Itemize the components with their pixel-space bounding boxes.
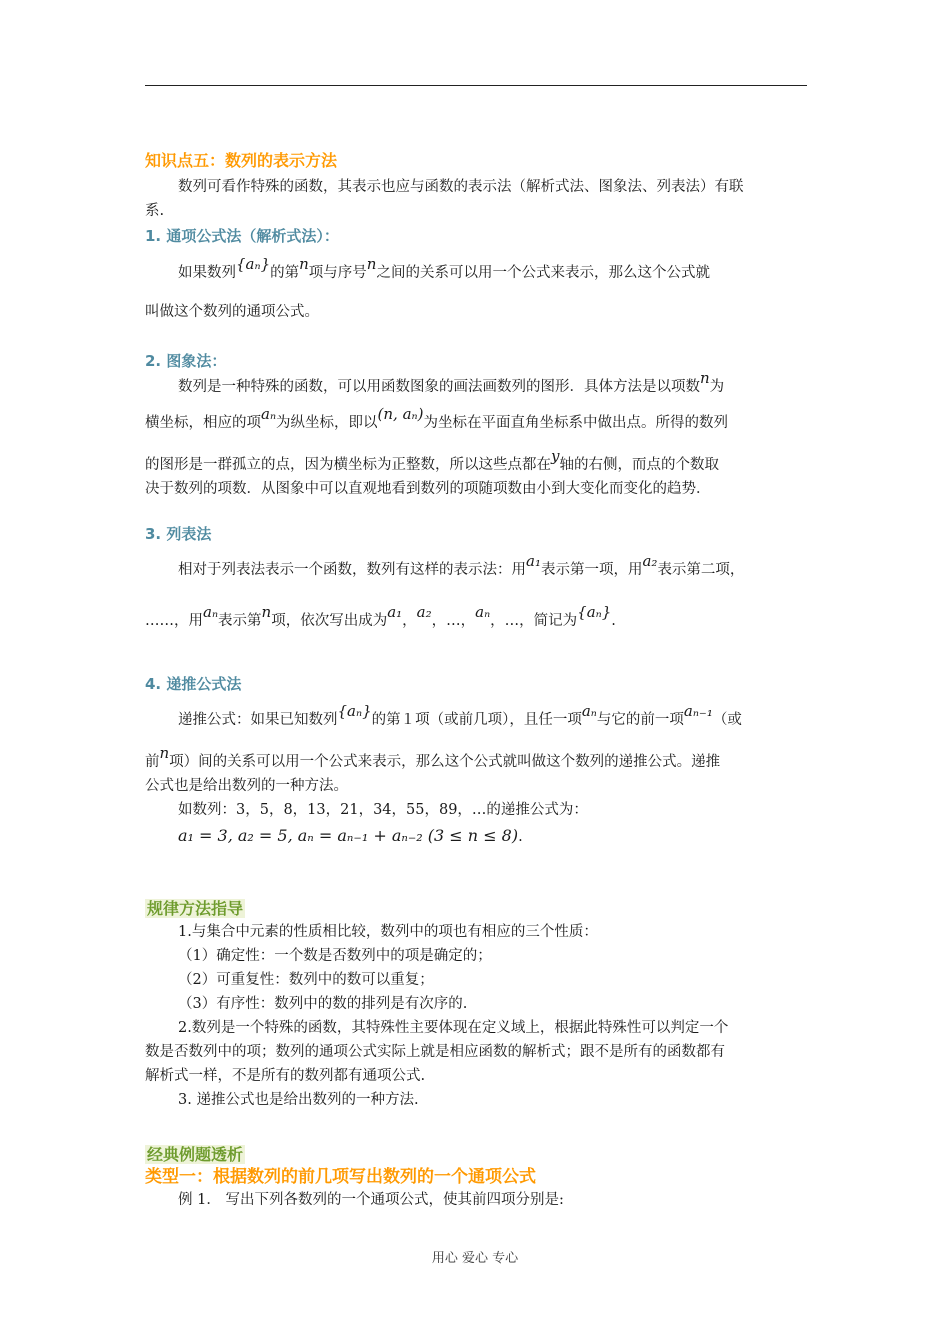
math-a1: a₁ xyxy=(526,552,541,570)
guide-point-2-line-2: 数是否数列中的项；数列的通项公式实际上就是相应函数的解析式；跟不是所有的函数都有 xyxy=(145,1044,725,1060)
guide-point-2-line-1: 2.数列是一个特殊的函数，其特殊性主要体现在定义域上，根据此特殊性可以判定一个 xyxy=(178,1020,729,1036)
graph-line-1: 数列是一种特殊的函数，可以用函数图象的画法画数列的图形．具体方法是以项数n为 xyxy=(178,369,725,395)
recursive-line-1: 递推公式：如果已知数列{aₙ}的第１项（或前几项），且任一项aₙ与它的前一项aₙ₋₁（或 xyxy=(178,702,742,728)
formula-line-2: 叫做这个数列的通项公式。 xyxy=(145,304,319,320)
math-n: n xyxy=(299,255,309,273)
recursive-formula-line: a₁ = 3, a₂ = 5, aₙ = aₙ₋₁ + aₙ₋₂ (3 ≤ n ≤ 8). xyxy=(178,826,523,845)
guide-item-2: （2）可重复性：数列中的数可以重复； xyxy=(178,972,434,988)
math-point: (n, aₙ) xyxy=(377,405,424,423)
graph-line-3: 的图形是一群孤立的点，因为横坐标为正整数，所以这些点都在y轴的右侧，而点的个数取 xyxy=(145,447,719,473)
math-an: aₙ xyxy=(261,405,277,423)
math-n: n xyxy=(261,603,272,621)
graph-line-2: 横坐标，相应的项aₙ为纵坐标，即以(n, aₙ)为坐标在平面直角坐标系中做出点。所得的数列 xyxy=(145,405,728,431)
subsection-title-table: 3. 列表法 xyxy=(145,525,212,543)
subsection-title-graph: 2. 图象法： xyxy=(145,352,227,370)
math-an-minus-1: aₙ₋₁ xyxy=(683,702,713,720)
table-line-2: ……，用aₙ表示第n项，依次写出成为a₁，a₂，…，aₙ，…，简记为{aₙ}. xyxy=(145,603,616,629)
recursive-formula: a₁ = 3, a₂ = 5, aₙ = aₙ₋₁ + aₙ₋₂ (3 ≤ n ≤ 8) xyxy=(178,826,519,845)
header-rule xyxy=(145,85,807,86)
recursive-line-2: 前n项）间的关系可以用一个公式来表示，那么这个公式就叫做这个数列的递推公式。递推 xyxy=(145,744,721,770)
type-one-title: 类型一：根据数列的前几项写出数列的一个通项公式 xyxy=(145,1167,536,1187)
guide-item-3: （3）有序性：数列中的数的排列是有次序的. xyxy=(178,996,468,1012)
intro-line-2: 系. xyxy=(145,203,165,219)
subsection-title-formula: 1. 通项公式法（解析式法）： xyxy=(145,227,339,245)
math-n: n xyxy=(700,369,710,387)
math-an: aₙ xyxy=(581,702,597,720)
recursive-method-paragraph xyxy=(145,702,807,851)
guide-title: 规律方法指导 xyxy=(147,899,244,918)
section-title: 知识点五：数列的表示方法 xyxy=(145,151,338,170)
examples-section xyxy=(145,1144,807,1212)
guide-point-1: 1.与集合中元素的性质相比较，数列中的项也有相应的三个性质： xyxy=(178,924,598,940)
section-intro xyxy=(145,175,807,223)
math-an-set: {aₙ} xyxy=(236,255,271,273)
math-an: aₙ xyxy=(203,603,219,621)
recursive-example: 如数列：3，5，8，13，21，34，55，89，…的递推公式为： xyxy=(178,802,588,818)
page-footer: 用心 爱心 专心 xyxy=(431,1251,519,1266)
math-n: n xyxy=(159,744,170,762)
guide-point-3: 3. 递推公式也是给出数列的一种方法. xyxy=(178,1092,419,1108)
math-an-set: {aₙ} xyxy=(577,603,612,621)
formula-line-1: 如果数列{aₙ}的第n项与序号n之间的关系可以用一个公式来表示，那么这个公式就 xyxy=(178,255,710,281)
math-y: y xyxy=(551,447,560,465)
formula-method-paragraph xyxy=(145,255,807,324)
guide-point-2-line-3: 解析式一样，不是所有的数列都有通项公式. xyxy=(145,1068,426,1084)
math-an-set: {aₙ} xyxy=(337,702,372,720)
math-n: n xyxy=(366,255,377,273)
math-a2: a₂ xyxy=(416,603,432,621)
intro-line-1: 数列可看作特殊的函数，其表示也应与函数的表示法（解析式法、图象法、列表法）有联 xyxy=(178,179,744,195)
guide-item-1: （1）确定性：一个数是否数列中的项是确定的； xyxy=(178,948,492,964)
math-a1: a₁ xyxy=(387,603,403,621)
graph-line-4: 决于数列的项数．从图象中可以直观地看到数列的项随项数由小到大变化而变化的趋势． xyxy=(145,481,711,497)
math-an: aₙ xyxy=(475,603,491,621)
graph-method-paragraph xyxy=(145,369,807,501)
example-1-prompt: 例 1． 写出下列各数列的一个通项公式，使其前四项分别是: xyxy=(178,1192,564,1208)
subsection-title-recursive: 4. 递推公式法 xyxy=(145,675,242,693)
examples-title: 经典例题透析 xyxy=(147,1145,244,1164)
math-a2: a₂ xyxy=(642,552,658,570)
guide-section xyxy=(145,898,807,1112)
recursive-line-3: 公式也是给出数列的一种方法。 xyxy=(145,778,348,794)
table-method-paragraph xyxy=(145,552,807,633)
table-line-1: 相对于列表法表示一个函数，数列有这样的表示法：用a₁表示第一项，用a₂表示第二项， xyxy=(178,552,745,578)
